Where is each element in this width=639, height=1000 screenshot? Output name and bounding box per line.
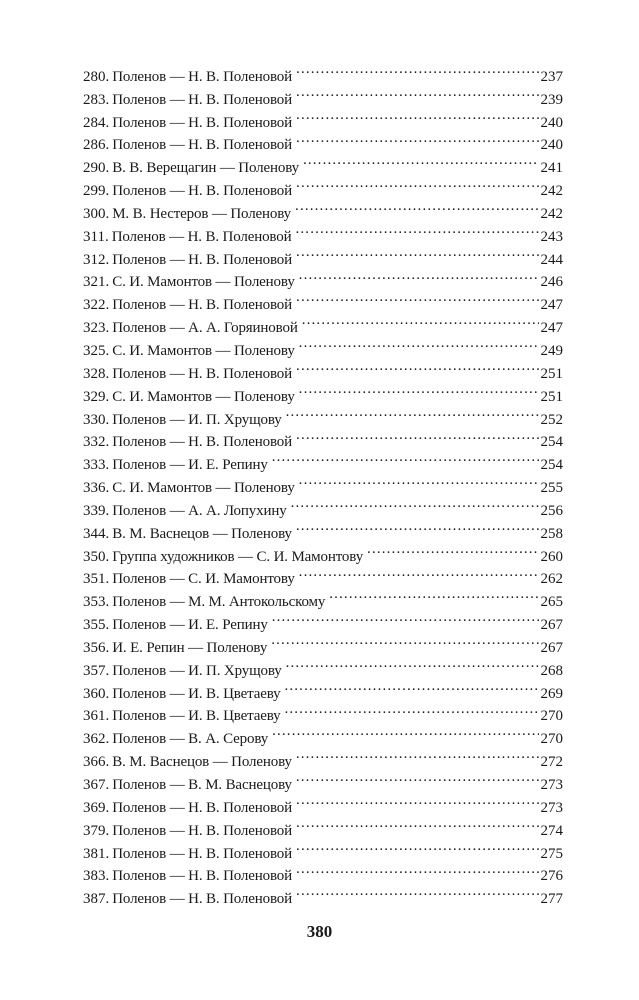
entry-title: Поленов — Н. В. Поленовой (112, 91, 293, 108)
dot-leader (286, 401, 539, 424)
dot-leader (286, 652, 539, 675)
entry-number: 321. (83, 274, 110, 291)
entry-page: 273 (540, 799, 563, 816)
entry-page: 270 (540, 731, 563, 748)
entry-title: Поленов — И. Е. Репину (112, 457, 268, 474)
table-of-contents (83, 58, 563, 908)
entry-page: 249 (540, 342, 563, 359)
entry-page: 244 (540, 251, 563, 268)
dot-leader (296, 127, 538, 150)
entry-page: 242 (540, 205, 563, 222)
entry-title: С. И. Мамонтов — Поленову (112, 274, 295, 291)
entry-title: Поленов — И. Е. Репину (112, 617, 268, 634)
dot-leader (299, 469, 539, 492)
dot-leader (296, 172, 538, 195)
entry-page: 277 (540, 891, 563, 908)
dot-leader (272, 606, 539, 629)
entry-number: 339. (83, 502, 110, 519)
entry-number: 311. (83, 228, 109, 245)
entry-page: 243 (540, 228, 563, 245)
entry-title: Поленов — С. И. Мамонтову (112, 571, 295, 588)
entry-title: Поленов — В. М. Васнецову (112, 777, 292, 793)
entry-page: 272 (540, 754, 563, 771)
dot-leader (296, 58, 538, 81)
entry-title: Поленов — Н. В. Поленовой (111, 228, 292, 245)
entry-title: Поленов — И. В. Цветаеву (112, 685, 281, 702)
dot-leader (296, 104, 538, 127)
entry-page: 255 (540, 480, 563, 497)
entry-page: 268 (540, 662, 563, 679)
entry-title: Поленов — Н. В. Поленовой (112, 137, 293, 154)
entry-number: 353. (83, 594, 110, 611)
entry-page: 247 (540, 320, 563, 337)
entry-title: Поленов — Н. В. Поленовой (112, 297, 293, 314)
entry-page: 240 (540, 114, 563, 131)
entry-number: 300. (83, 205, 110, 222)
dot-leader (299, 378, 539, 401)
dot-leader (291, 492, 539, 515)
entry-page: 251 (540, 365, 563, 382)
toc-entry (83, 58, 563, 85)
entry-number: 299. (83, 183, 110, 200)
dot-leader (296, 858, 538, 881)
dot-leader (303, 149, 539, 172)
dot-leader (272, 720, 538, 743)
entry-number: 328. (83, 365, 110, 382)
dot-leader (296, 789, 538, 812)
entry-number: 387. (83, 891, 110, 908)
entry-number: 356. (83, 639, 110, 656)
dot-leader (296, 355, 538, 378)
entry-page: 256 (540, 502, 563, 519)
entry-title: Поленов — Н. В. Поленовой (112, 251, 293, 268)
dot-leader (296, 81, 538, 104)
entry-number: 329. (83, 388, 110, 405)
entry-page: 252 (540, 411, 563, 428)
entry-page: 276 (540, 868, 563, 885)
dot-leader (299, 332, 539, 355)
entry-page: 254 (540, 434, 563, 451)
entry-title: С. И. Мамонтов — Поленову (112, 388, 295, 405)
entry-number: 323. (83, 320, 110, 337)
entry-page: 239 (540, 91, 563, 108)
page-number: 380 (306, 922, 333, 941)
dot-leader (296, 424, 538, 447)
entry-title: В. В. Верещагин — Поленову (112, 160, 299, 177)
entry-title: Поленов — А. А. Лопухину (112, 502, 287, 519)
dot-leader (296, 743, 539, 766)
entry-page: 237 (540, 68, 563, 85)
entry-number: 360. (83, 685, 110, 702)
entry-page: 262 (540, 571, 563, 588)
dot-leader (296, 812, 538, 835)
entry-page: 273 (540, 777, 563, 793)
entry-title: В. М. Васнецов — Поленову (112, 754, 292, 771)
entry-page: 254 (540, 457, 563, 474)
entry-number: 383. (83, 868, 110, 885)
dot-leader (296, 880, 538, 903)
entry-number: 350. (83, 548, 110, 565)
entry-number: 366. (83, 754, 110, 771)
entry-number: 290. (83, 160, 110, 177)
dot-leader (367, 538, 538, 561)
entry-page: 251 (540, 388, 563, 405)
entry-title: Поленов — Н. В. Поленовой (112, 365, 293, 382)
entry-page: 240 (540, 137, 563, 154)
entry-page: 258 (540, 525, 563, 542)
entry-page: 246 (540, 274, 563, 291)
dot-leader (296, 286, 538, 309)
dot-leader (296, 241, 538, 264)
dot-leader (296, 218, 539, 241)
entry-title: Поленов — И. В. Цветаеву (112, 708, 281, 725)
dot-leader (296, 766, 539, 789)
entry-page: 267 (540, 639, 563, 656)
entry-title: С. И. Мамонтов — Поленову (112, 342, 295, 359)
dot-leader (272, 446, 539, 469)
entry-title: Поленов — Н. В. Поленовой (112, 891, 293, 908)
entry-title: Поленов — Н. В. Поленовой (112, 114, 293, 131)
entry-number: 332. (83, 434, 110, 451)
entry-page: 275 (540, 845, 563, 862)
entry-title: М. В. Нестеров — Поленову (112, 205, 292, 222)
entry-title: Поленов — И. П. Хрущову (112, 411, 282, 428)
entry-number: 286. (83, 137, 110, 154)
entry-page: 274 (540, 822, 563, 839)
dot-leader (271, 629, 538, 652)
entry-number: 325. (83, 342, 110, 359)
entry-title: В. М. Васнецов — Поленову (112, 525, 292, 542)
entry-number: 381. (83, 845, 110, 862)
entry-number: 283. (83, 91, 110, 108)
entry-page: 260 (540, 548, 563, 565)
entry-number: 322. (83, 297, 110, 314)
entry-title: С. И. Мамонтов — Поленову (112, 480, 295, 497)
entry-title: Поленов — Н. В. Поленовой (112, 799, 293, 816)
entry-page: 242 (540, 183, 563, 200)
entry-number: 357. (83, 662, 110, 679)
dot-leader (296, 835, 538, 858)
entry-page: 267 (540, 617, 563, 634)
entry-title: Поленов — А. А. Горяиновой (112, 320, 298, 337)
entry-number: 312. (83, 251, 110, 268)
entry-title: Поленов — Н. В. Поленовой (112, 845, 293, 862)
entry-number: 284. (83, 114, 110, 131)
entry-number: 355. (83, 617, 110, 634)
entry-page: 270 (540, 708, 563, 725)
dot-leader (299, 561, 539, 584)
entry-number: 344. (83, 525, 110, 542)
entry-title: И. Е. Репин — Поленову (112, 639, 268, 656)
entry-title: Поленов — Н. В. Поленовой (112, 434, 293, 451)
entry-page: 247 (540, 297, 563, 314)
dot-leader (299, 264, 539, 287)
entry-number: 369. (83, 799, 110, 816)
entry-number: 280. (83, 68, 110, 85)
entry-page: 269 (540, 685, 563, 702)
entry-number: 330. (83, 411, 110, 428)
dot-leader (284, 698, 538, 721)
entry-page: 265 (540, 594, 563, 611)
entry-title: Поленов — Н. В. Поленовой (112, 183, 293, 200)
entry-number: 351. (83, 571, 110, 588)
entry-title: Поленов — В. А. Серову (112, 731, 269, 748)
dot-leader (295, 195, 538, 218)
dot-leader (302, 309, 539, 332)
dot-leader (284, 675, 538, 698)
entry-number: 379. (83, 822, 110, 839)
entry-page: 241 (540, 160, 563, 177)
entry-title: Поленов — И. П. Хрущову (112, 662, 282, 679)
entry-number: 333. (83, 457, 110, 474)
entry-title: Поленов — М. М. Антокольскому (112, 594, 326, 611)
dot-leader (329, 583, 538, 606)
dot-leader (296, 515, 539, 538)
entry-number: 367. (83, 777, 110, 793)
entry-title: Группа художников — С. И. Мамонтову (112, 548, 364, 565)
entry-title: Поленов — Н. В. Поленовой (112, 822, 293, 839)
entry-number: 362. (83, 731, 110, 748)
entry-title: Поленов — Н. В. Поленовой (112, 68, 293, 85)
entry-number: 361. (83, 708, 110, 725)
entry-title: Поленов — Н. В. Поленовой (112, 868, 293, 885)
entry-number: 336. (83, 480, 110, 497)
